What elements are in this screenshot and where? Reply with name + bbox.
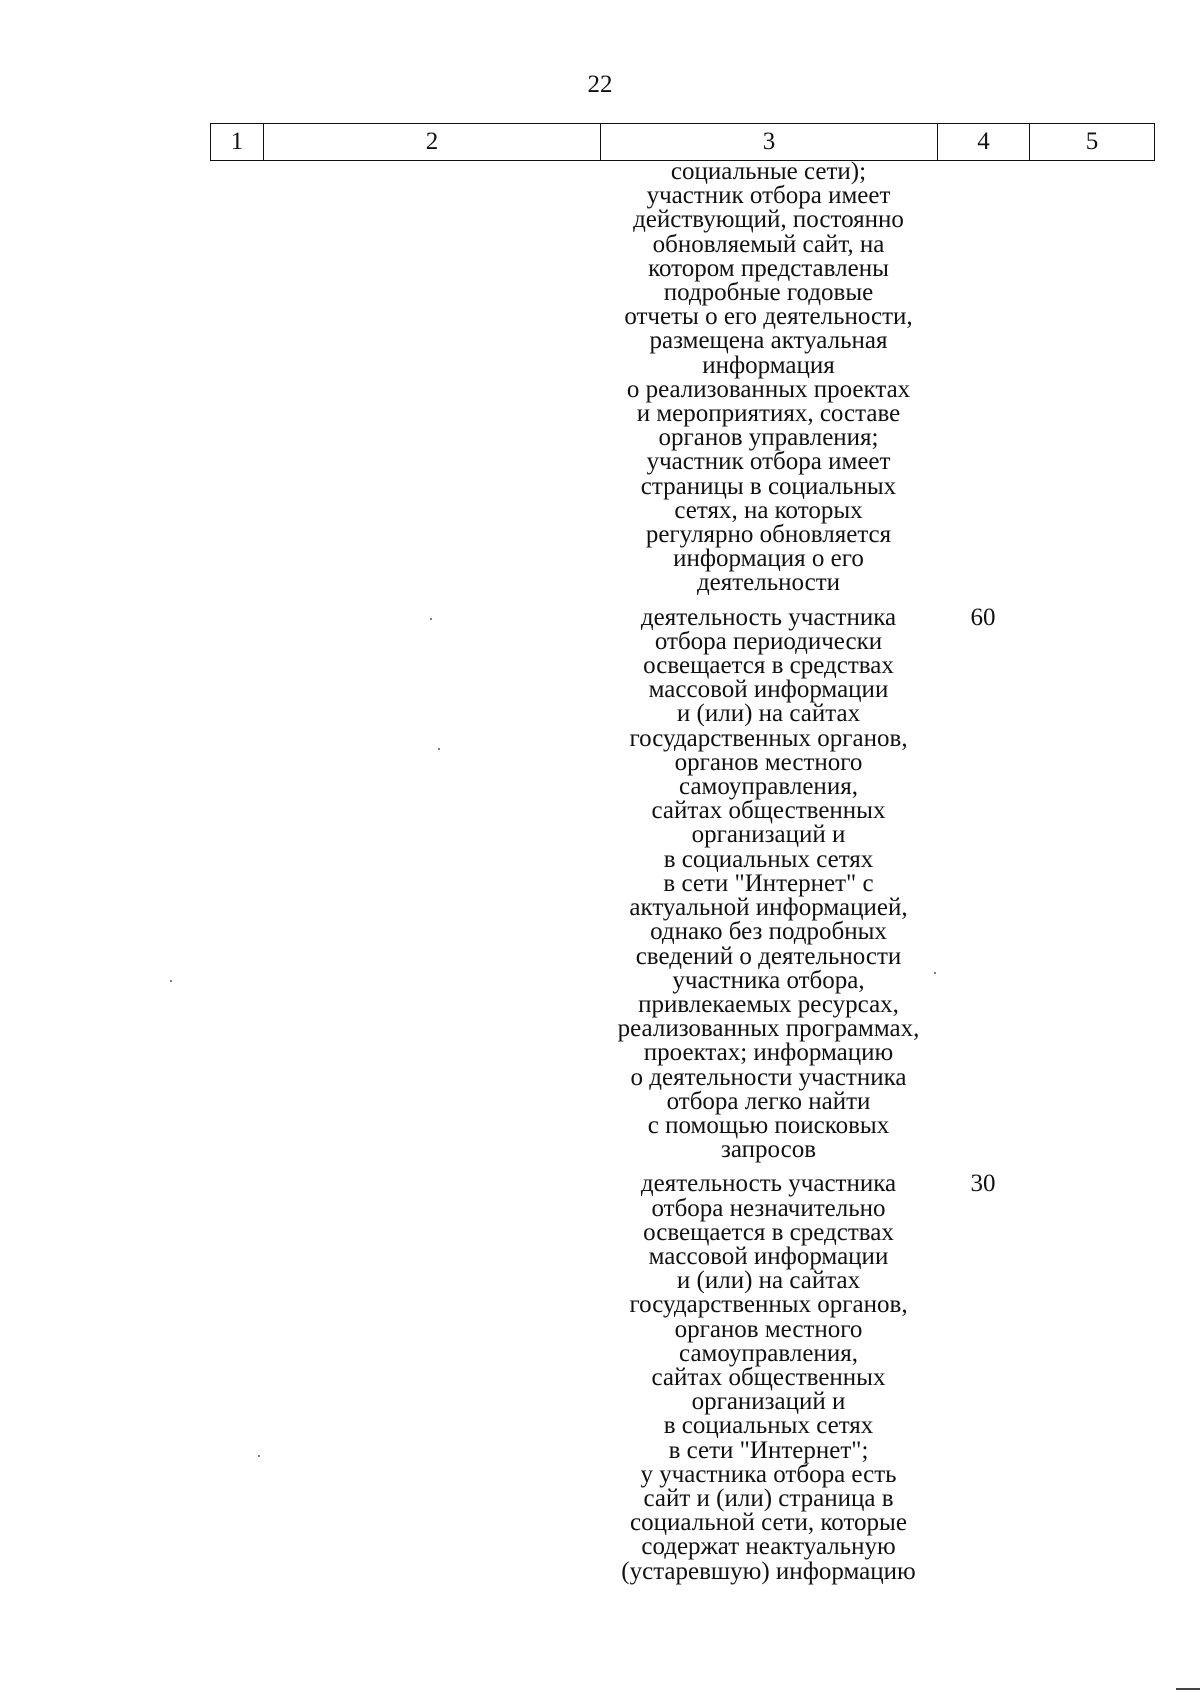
column-1-header: 1	[211, 124, 264, 161]
scan-speck	[258, 1455, 260, 1457]
criterion-text: социальные сети); участник отбора имеет действующий, постоянно обновляемый сайт, на котором представлены подробные годовые отчеты о его деятельности, размещена актуальная информация о реализованных проектах и мероприятиях, составе органов управления; участник отбора имеет страницы в социальных сетях, на которых регулярно обновляется информация о его деятельности	[624, 158, 913, 597]
scan-speck	[430, 618, 432, 620]
scan-speck	[438, 748, 440, 750]
table-header-row	[211, 124, 1155, 161]
table-header	[210, 123, 1155, 161]
criterion-text: деятельность участника отбора незначительно освещается в средствах массовой информации и (или) на сайтах государственных органов, органов местного самоуправления, сайтах общественных организаций и в социальных сетях в сети "Интернет"; у участника отбора есть сайт и (или) страница в социальной сети, которые содержат неактуальную (устаревшую) информацию	[621, 1170, 916, 1585]
table-row	[210, 603, 1154, 1164]
score-value: 30	[970, 1170, 996, 1198]
score-value: 60	[970, 603, 996, 631]
page-number: 22	[587, 71, 613, 98]
scan-speck	[934, 972, 936, 974]
criterion-text: деятельность участника отбора периодически освещается в средствах массовой информации и (или) на сайтах государственных органов, органов местного самоуправления, сайтах общественных организаций и в социальных сетях в сети "Интернет" с актуальной информацией, однако без подробных сведений о деятельности участника отбора, привлекаемых ресурсах, реализованных программах, проектах; информацию о деятельности участника отбора легко найти с помощью поисковых запросов	[617, 603, 920, 1164]
column-2-header: 2	[264, 124, 601, 161]
column-4-header: 4	[938, 124, 1030, 161]
column-3-header: 3	[601, 124, 938, 161]
scan-edge-mark	[1176, 1688, 1200, 1690]
scan-speck	[170, 980, 172, 982]
table-body	[210, 160, 1154, 1594]
column-5-header: 5	[1030, 124, 1155, 161]
table-row	[210, 160, 1154, 596]
table-row	[210, 1172, 1154, 1583]
